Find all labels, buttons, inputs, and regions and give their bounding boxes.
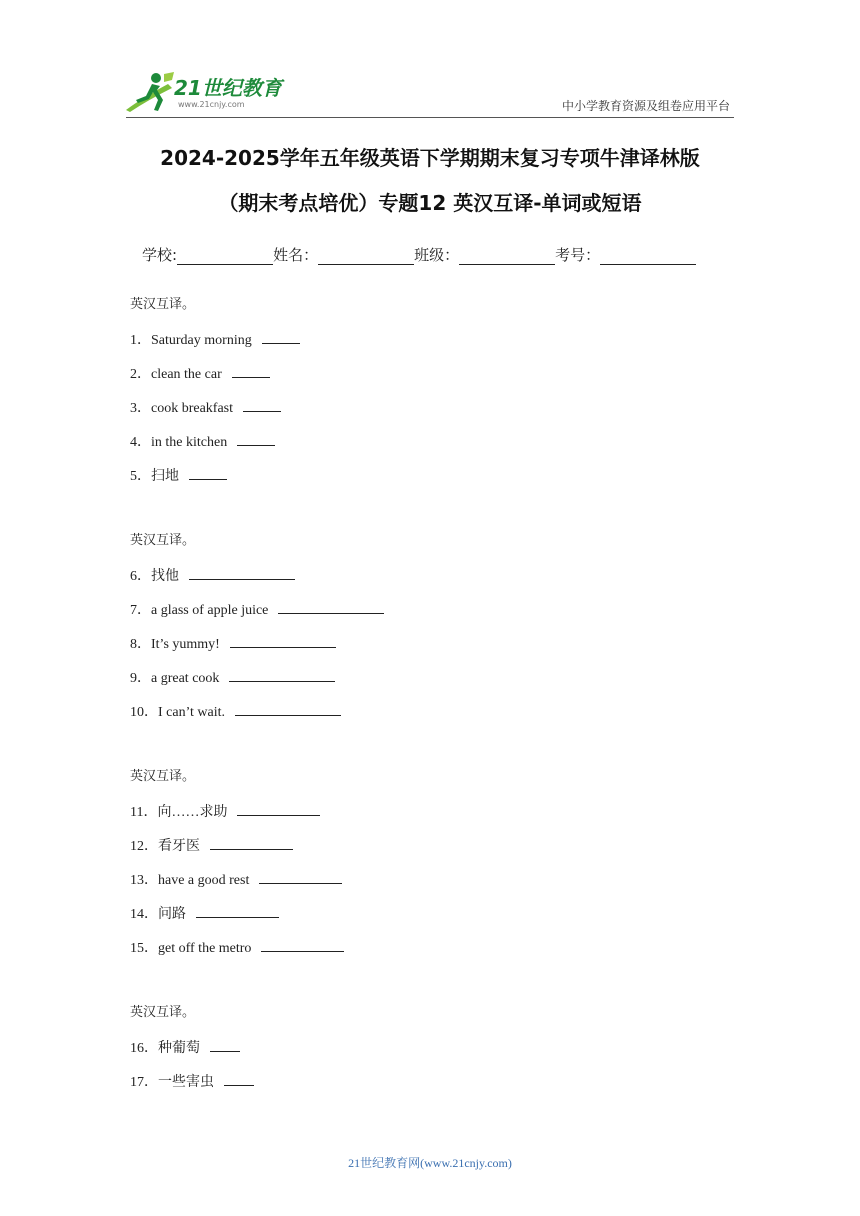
answer-blank[interactable] xyxy=(262,329,300,344)
question-item xyxy=(130,397,730,431)
answer-blank[interactable] xyxy=(230,633,336,648)
question-item xyxy=(130,633,730,667)
answer-blank[interactable] xyxy=(235,701,341,716)
question-item xyxy=(130,363,730,397)
question-number: 9． xyxy=(130,671,151,686)
question-number: 5． xyxy=(130,469,151,484)
question-text: clean the car xyxy=(151,367,222,382)
question-list xyxy=(130,295,730,1105)
answer-blank[interactable] xyxy=(237,801,320,816)
question-item xyxy=(130,329,730,363)
question-item xyxy=(130,1037,730,1071)
question-item xyxy=(130,667,730,701)
logo-text: 21世纪教育 xyxy=(174,76,282,100)
question-text: 种葡萄 xyxy=(158,1041,200,1056)
answer-blank[interactable] xyxy=(196,903,279,918)
question-number: 13． xyxy=(130,873,158,888)
class-field[interactable] xyxy=(414,244,555,265)
question-text: 向……求助 xyxy=(157,805,228,820)
page-footer[interactable]: 21世纪教育网(www.21cnjy.com) xyxy=(348,1156,512,1170)
class-label: 班级： xyxy=(414,246,460,264)
question-number: 15． xyxy=(130,941,158,956)
question-number: 12． xyxy=(130,839,158,854)
site-slogan: 中小学教育资源及组卷应用平台 xyxy=(561,99,730,113)
answer-blank[interactable] xyxy=(210,835,293,850)
answer-blank[interactable] xyxy=(232,363,270,378)
question-number: 4． xyxy=(130,435,151,450)
question-number: 14． xyxy=(130,907,158,922)
school-blank[interactable] xyxy=(177,248,273,265)
question-text: get off the metro xyxy=(158,941,252,956)
question-item xyxy=(130,431,730,465)
page-title-line1: 2024-2025学年五年级英语下学期期末复习专项牛津译林版 xyxy=(160,146,700,170)
question-number: 8． xyxy=(130,637,151,652)
question-number: 17． xyxy=(130,1075,158,1090)
section-title: 英汉互译。 xyxy=(130,297,196,312)
question-item xyxy=(130,903,730,937)
page-header xyxy=(0,0,860,130)
site-logo xyxy=(122,70,292,120)
answer-blank[interactable] xyxy=(224,1071,254,1086)
header-divider xyxy=(126,117,734,118)
answer-blank[interactable] xyxy=(189,565,295,580)
question-number: 3． xyxy=(130,401,151,416)
section-title: 英汉互译。 xyxy=(130,1005,196,1020)
number-label: 考号： xyxy=(555,246,601,264)
logo-url: www.21cnjy.com xyxy=(178,100,245,109)
question-number: 6． xyxy=(130,569,151,584)
question-number: 7． xyxy=(130,603,151,618)
school-field[interactable] xyxy=(142,244,273,265)
answer-blank[interactable] xyxy=(243,397,281,412)
question-text: in the kitchen xyxy=(151,435,228,450)
answer-blank[interactable] xyxy=(259,869,342,884)
answer-blank[interactable] xyxy=(229,667,335,682)
question-text: have a good rest xyxy=(158,873,250,888)
class-blank[interactable] xyxy=(459,248,555,265)
question-item xyxy=(130,835,730,869)
name-field[interactable] xyxy=(273,244,414,265)
question-text: 找他 xyxy=(151,569,179,584)
question-text: I can’t wait. xyxy=(158,705,225,720)
question-number: 1． xyxy=(130,333,151,348)
question-text: It’s yummy! xyxy=(151,637,220,652)
runner-icon xyxy=(122,70,178,118)
question-number: 10． xyxy=(130,705,158,720)
name-label: 姓名： xyxy=(273,246,319,264)
answer-blank[interactable] xyxy=(261,937,344,952)
page-title-line2: （期末考点培优）专题12 英汉互译-单词或短语 xyxy=(218,191,642,215)
question-text: 看牙医 xyxy=(158,839,200,854)
question-number: 11． xyxy=(130,805,158,820)
question-number: 2． xyxy=(130,367,151,382)
question-text: Saturday morning xyxy=(151,333,252,348)
question-item xyxy=(130,869,730,903)
answer-blank[interactable] xyxy=(189,465,227,480)
answer-blank[interactable] xyxy=(237,431,275,446)
school-label: 学校: xyxy=(142,246,178,264)
question-text: 一些害虫 xyxy=(158,1075,214,1090)
section-title: 英汉互译。 xyxy=(130,769,196,784)
student-info-row xyxy=(142,244,696,265)
answer-blank[interactable] xyxy=(278,599,384,614)
question-text: cook breakfast xyxy=(151,401,234,416)
question-item xyxy=(130,565,730,599)
question-item xyxy=(130,1071,730,1105)
question-item xyxy=(130,801,730,835)
name-blank[interactable] xyxy=(318,248,414,265)
question-text: a great cook xyxy=(151,671,220,686)
question-item xyxy=(130,465,730,499)
number-field[interactable] xyxy=(555,244,696,265)
answer-blank[interactable] xyxy=(210,1037,240,1052)
question-item xyxy=(130,937,730,971)
question-text: a glass of apple juice xyxy=(151,603,269,618)
question-text: 问路 xyxy=(158,907,186,922)
question-item xyxy=(130,701,730,735)
question-text: 扫地 xyxy=(151,469,179,484)
question-number: 16． xyxy=(130,1041,158,1056)
number-blank[interactable] xyxy=(600,248,696,265)
section-title: 英汉互译。 xyxy=(130,533,196,548)
question-item xyxy=(130,599,730,633)
